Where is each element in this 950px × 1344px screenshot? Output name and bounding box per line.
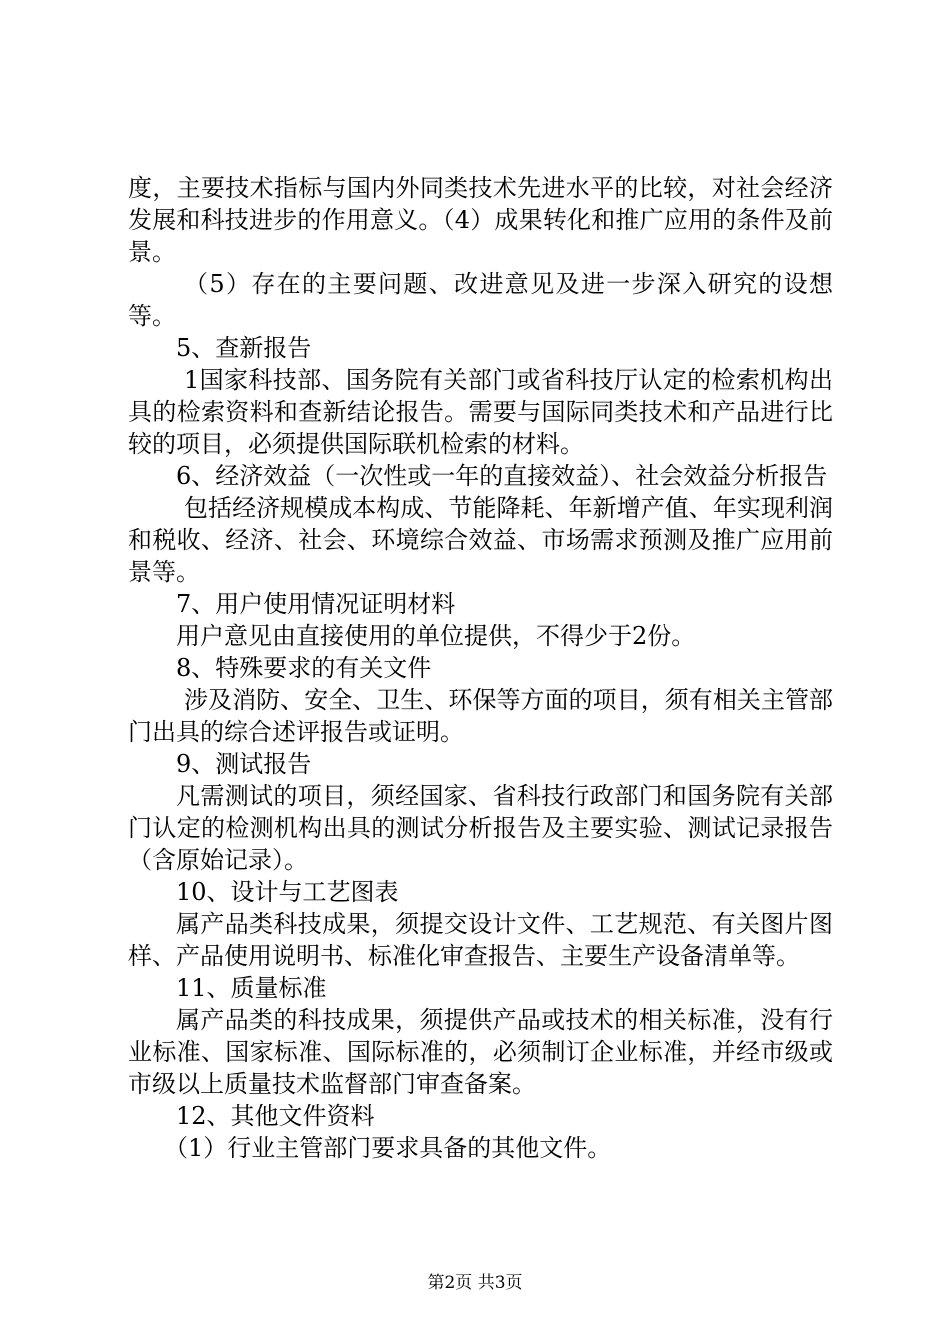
section-heading-9: 9、测试报告	[176, 750, 312, 778]
paragraph-1: 度，主要技术指标与国内外同类技术先进水平的比较，对社会经济发展和科技进步的作用意义。（4）成果转化和推广应用的条件及前景。	[128, 174, 833, 266]
paragraph-2: （5）存在的主要问题、改进意见及进一步深入研究的设想等。	[128, 270, 833, 330]
paragraph-18: （1）行业主管部门要求具备的其他文件。	[164, 1134, 612, 1162]
section-heading-5: 5、查新报告	[176, 334, 312, 362]
section-heading-11: 11、质量标准	[176, 974, 327, 1002]
paragraph-16: 属产品类的科技成果，须提供产品或技术的相关标准，没有行业标准、国家标准、国际标准的，必须制订企业标准，并经市级或市级以上质量技术监督部门审查备案。	[128, 1006, 833, 1098]
document-body	[128, 172, 833, 1164]
section-heading-6: 6、经济效益（一次性或一年的直接效益）、社会效益分析报告	[176, 462, 828, 490]
section-heading-8: 8、特殊要求的有关文件	[176, 654, 432, 682]
section-heading-12: 12、其他文件资料	[176, 1102, 375, 1130]
page-footer	[0, 1272, 950, 1294]
paragraph-8: 用户意见由直接使用的单位提供，不得少于2份。	[176, 622, 696, 650]
paragraph-10: 涉及消防、安全、卫生、环保等方面的项目，须有相关主管部门出具的综合述评报告或证明。	[128, 686, 833, 746]
paragraph-14: 属产品类科技成果，须提交设计文件、工艺规范、有关图片图样、产品使用说明书、标准化审查报告、主要生产设备清单等。	[128, 910, 833, 970]
section-heading-10: 10、设计与工艺图表	[176, 878, 399, 906]
paragraph-12: 凡需测试的项目，须经国家、省科技行政部门和国务院有关部门认定的检测机构出具的测试分析报告及主要实验、测试记录报告（含原始记录）。	[128, 782, 833, 874]
page-number-label: 第2页 共3页	[427, 1273, 523, 1293]
paragraph-4: 1国家科技部、国务院有关部门或省科技厅认定的检索机构出具的检索资料和查新结论报告。需要与国际同类技术和产品进行比较的项目，必须提供国际联机检索的材料。	[128, 366, 833, 458]
paragraph-6: 包括经济规模成本构成、节能降耗、年新增产值、年实现利润和税收、经济、社会、环境综合效益、市场需求预测及推广应用前景等。	[128, 494, 833, 586]
section-heading-7: 7、用户使用情况证明材料	[176, 590, 456, 618]
